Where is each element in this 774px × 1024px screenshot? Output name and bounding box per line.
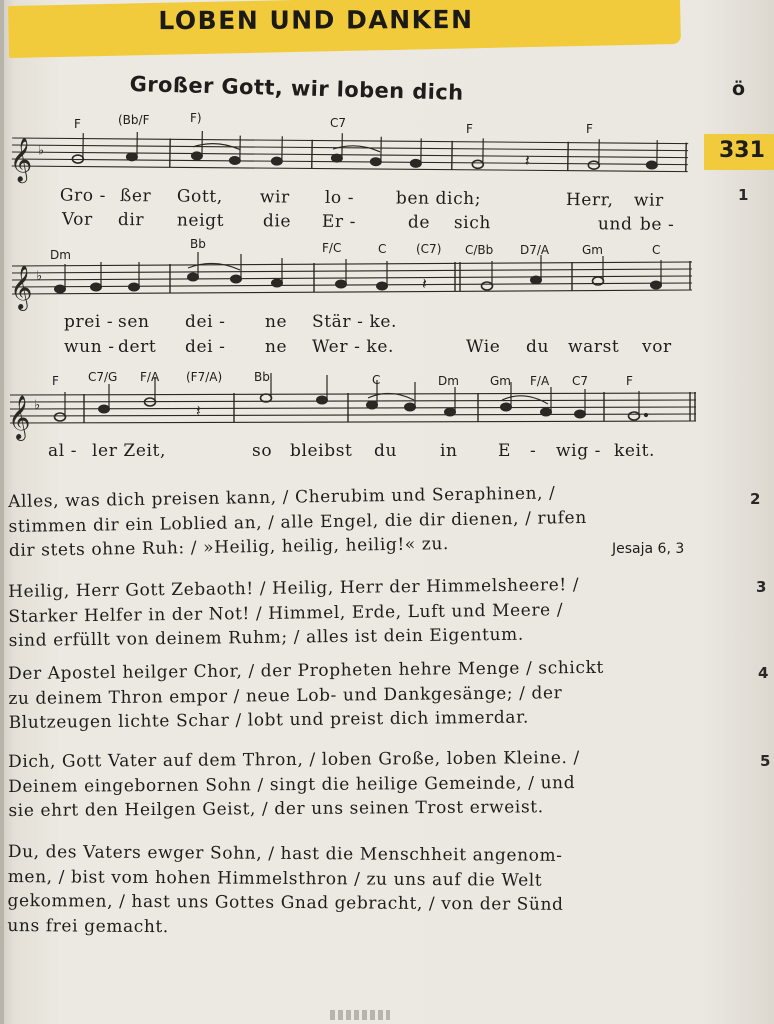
stanza-line: sie ehrt den Heilgen Geist, / der uns seinen Trost erweist. [8,797,544,821]
flat-key-signature-icon: ♭ [37,143,45,159]
stanza-line: Der Apostel heilger Chor, / der Propheten hehre Menge / schickt [8,657,604,684]
stanza-line: dir stets ohne Ruh: / »Heilig, heilig, heilig!« zu. [8,534,450,561]
lyric-syllable: ne [265,312,288,332]
stanza-3 [8,571,715,653]
chord-symbol: Dm [438,374,459,388]
staff-lines [12,262,692,294]
lyrics-row-verse1-d [0,337,768,361]
chord-symbol: D7/A [520,243,550,257]
lyric-syllable: warst [568,337,620,357]
lyric-syllable: und [597,214,633,235]
verse-number: 5 [760,752,771,770]
chord-symbol: F) [190,111,202,125]
lyric-syllable: du [374,441,398,461]
staff-system-1 [9,128,688,194]
chord-symbol: C7/G [88,370,118,384]
lyric-syllable: du [526,337,550,357]
staff-system-2 [10,252,692,311]
staff-lines [10,393,696,423]
treble-clef-icon: 𝄞 [9,136,33,182]
lyric-syllable: vor [642,337,672,357]
chord-symbol: C [372,373,381,387]
stanza-line: Deinem eingebornen Sohn / singt die heilige Gemeinde, / und [8,772,576,797]
lyric-syllable: Stär - ke. [312,312,398,332]
lyric-syllable: die [262,211,292,232]
lyric-syllable: wir [259,187,290,208]
rest-icon: 𝄽 [524,151,530,171]
lyric-syllable: lo - [324,187,355,209]
chord-symbol: C/Bb [465,243,494,257]
chord-symbol: (Bb/F [118,113,150,127]
chord-symbol: Gm [490,374,511,388]
page-number-partial [330,1010,390,1020]
lyric-syllable: Gro - [59,185,107,206]
lyric-syllable: in [440,441,458,461]
lyric-syllable: Wer - ke. [312,337,394,357]
stanza-line: men, / bist vom hohen Himmelsthron / zu uns auf die Welt [7,866,543,891]
flat-key-signature-icon: ♭ [34,398,41,413]
treble-clef-icon: 𝄞 [10,265,33,309]
rest-icon: 𝄽 [422,274,427,293]
lyric-syllable: keit. [614,441,656,461]
lyric-syllable: be - [639,214,675,235]
stanza-line: Heilig, Herr Gott Zebaoth! / Heilig, Herr der Himmelsheere! / [8,575,580,602]
chord-symbol: F [466,122,473,136]
lyric-syllable: dir [117,210,145,231]
stanza-line: sind erfüllt von deinem Ruhm; / alles ist dein Eigentum. [8,624,524,651]
lyric-syllable: ben dich; [395,188,482,210]
lyric-syllable: wir [633,190,664,211]
chord-symbol: C7 [330,116,347,130]
stanza-line: Blutzeugen lichte Schar / lobt und preist dich immerdar. [8,707,530,733]
chord-symbol: F [74,117,81,131]
lyric-syllable: so [252,441,273,461]
song-title: Großer Gott, wir loben dich [129,72,464,105]
chord-symbol: Dm [50,248,71,262]
lyric-syllable: ler Zeit, [92,441,166,461]
chord-symbol: F [586,122,593,136]
stanza-line: Dich, Gott Vater auf dem Thron, / loben Große, loben Kleine. / [8,748,580,772]
chord-symbol: F/A [530,374,550,388]
stanza-5 [8,745,714,823]
chord-symbol: Bb [254,370,270,384]
chord-symbol: F/C [322,241,342,255]
slur [502,396,548,404]
notes [72,129,657,172]
lyric-syllable: dert [118,337,157,357]
scripture-reference: Jesaja 6, 3 [612,541,685,557]
lyric-syllable: wig - [556,441,602,461]
stanza-line: Starker Helfer in der Not! / Himmel, Erde, Luft und Meere / [8,599,564,627]
chord-symbol: C7 [572,374,589,388]
chord-symbol: Gm [582,243,603,257]
lyric-syllable: de [407,212,431,233]
stanza-6 [7,840,714,943]
lyric-syllable: Gott, [176,186,223,207]
lyric-syllable: sen [118,312,150,332]
lyric-syllable: wun - [64,337,115,357]
chord-symbols-system-3 [52,370,633,388]
lyric-syllable: - [530,441,537,461]
lyric-syllable: Herr, [565,189,614,211]
stanza-4 [8,655,715,736]
stanza-line: Du, des Vaters ewger Sohn, / hast die Menschheit angenom- [7,841,563,866]
chord-symbol: (C7) [416,242,442,256]
lyric-syllable: Er - [321,211,357,233]
chord-symbols-system-2 [50,237,660,262]
stanza-line: Alles, was dich preisen kann, / Cherubim und Seraphinen, / [8,483,556,512]
verse-number: 4 [758,664,769,682]
lyric-syllable: ßer [119,186,152,207]
lyrics-row-verse1-c [0,312,768,336]
verse-number: 2 [750,490,761,508]
flat-key-signature-icon: ♭ [36,269,43,284]
chord-symbol: Bb [190,237,206,251]
lyric-syllable: prei - [64,312,114,332]
treble-clef-icon: 𝄞 [8,395,31,439]
section-header: LOBEN UND DANKEN [158,5,474,36]
lyric-syllable: dei - [185,312,226,332]
verse-number: 3 [756,578,767,596]
chord-symbol: F [626,374,633,388]
chord-symbol: (F7/A) [186,370,223,384]
staff-lines [12,133,688,177]
lyric-syllable: al - [48,441,78,461]
verse-number: 1 [738,186,749,204]
music-score [0,0,768,480]
lyric-syllable: E [498,441,512,461]
chord-symbol: F/A [140,370,160,384]
slur [333,145,380,151]
lyric-syllable: dei - [185,337,226,357]
song-marker-letter: ö [732,78,746,100]
stanza-line: gekommen, / hast uns Gottes Gnad gebracht, / von der Sünd [7,890,564,915]
chord-symbol: C [652,243,661,257]
lyric-syllable: sich [453,212,492,234]
stanza-line: uns frei gemacht. [7,915,169,937]
stanza-line: stimmen dir ein Loblied an, / alle Engel, die dir dienen, / rufen [8,507,587,537]
lyric-syllable: neigt [176,210,225,231]
rest-icon: 𝄽 [196,401,201,420]
stanza-2 [8,479,715,564]
stanza-line: zu deinem Thron empor / neue Lob- und Dankgesänge; / der [8,682,563,709]
hymn-number: 331 [719,138,765,163]
chord-symbol: C [378,242,387,256]
chord-symbols-system-1 [74,111,593,136]
chord-symbol: F [52,374,59,388]
lyric-syllable: Vor [61,209,93,230]
lyric-syllable: Wie [466,337,501,357]
lyric-syllable: bleibst [290,441,353,461]
lyric-syllable: ne [265,337,288,357]
lyrics-row-verse1-e [0,441,768,465]
